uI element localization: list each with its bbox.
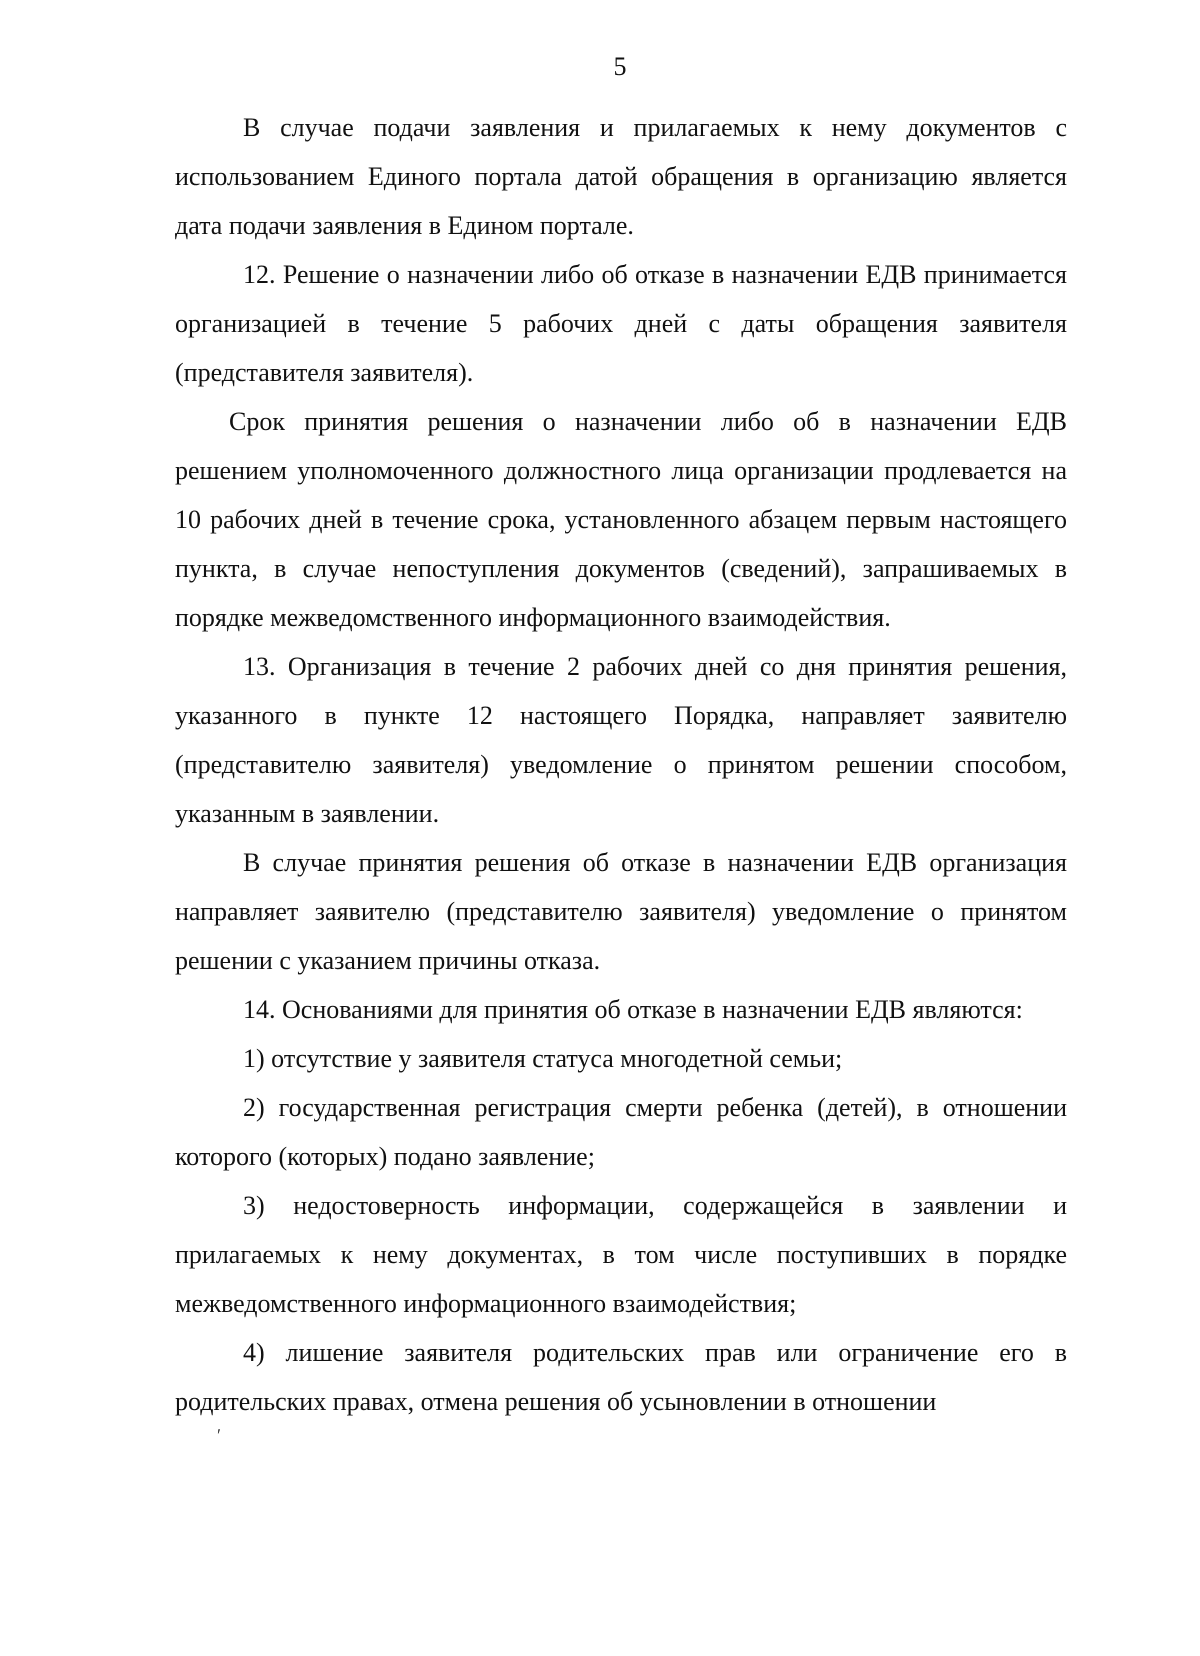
document-body xyxy=(175,103,1067,1426)
list-item-4: 4) лишение заявителя родительских прав или ограничение его в родительских правах, отмена решения об усыновлении в отношении xyxy=(175,1338,1067,1416)
paragraph-13: 13. Организация в течение 2 рабочих дней со дня принятия решения, указанного в пункте 12 настоящего Порядка, направляет заявителю (представителю заявителя) уведомление о принятом решении способом, указанным в заявлении. xyxy=(175,652,1067,828)
paragraph-12: 12. Решение о назначении либо об отказе в назначении ЕДВ принимается организацией в течение 5 рабочих дней с даты обращения заявителя (представителя заявителя). xyxy=(175,260,1067,387)
list-item-3: 3) недостоверность информации, содержащейся в заявлении и прилагаемых к нему документах, в том числе поступивших в порядке межведомственного информационного взаимодействия; xyxy=(175,1191,1067,1318)
page-number: 5 xyxy=(613,52,627,81)
paragraph-term-extension: Срок принятия решения о назначении либо об в назначении ЕДВ решением уполномоченного должностного лица организации продлевается на 10 рабочих дней в течение срока, установленного абзацем первым настоящего пункта, в случае непоступления документов (сведений), запрашиваемых в порядке межведомственного информационного взаимодействия. xyxy=(175,407,1067,632)
paragraph-refusal-notice: В случае принятия решения об отказе в назначении ЕДВ организация направляет заявителю (представителю заявителя) уведомление о принятом решении с указанием причины отказа. xyxy=(175,848,1067,975)
list-item-1: 1) отсутствие у заявителя статуса многодетной семьи; xyxy=(243,1044,843,1073)
list-item-2: 2) государственная регистрация смерти ребенка (детей), в отношении которого (которых) подано заявление; xyxy=(175,1093,1067,1171)
scan-speck: ʹ xyxy=(217,1425,221,1445)
paragraph-portal-date: В случае подачи заявления и прилагаемых к нему документов с использованием Единого портала датой обращения в организацию является дата подачи заявления в Едином портале. xyxy=(175,113,1067,240)
paragraph-14: 14. Основаниями для принятия об отказе в назначении ЕДВ являются: xyxy=(243,995,1023,1024)
